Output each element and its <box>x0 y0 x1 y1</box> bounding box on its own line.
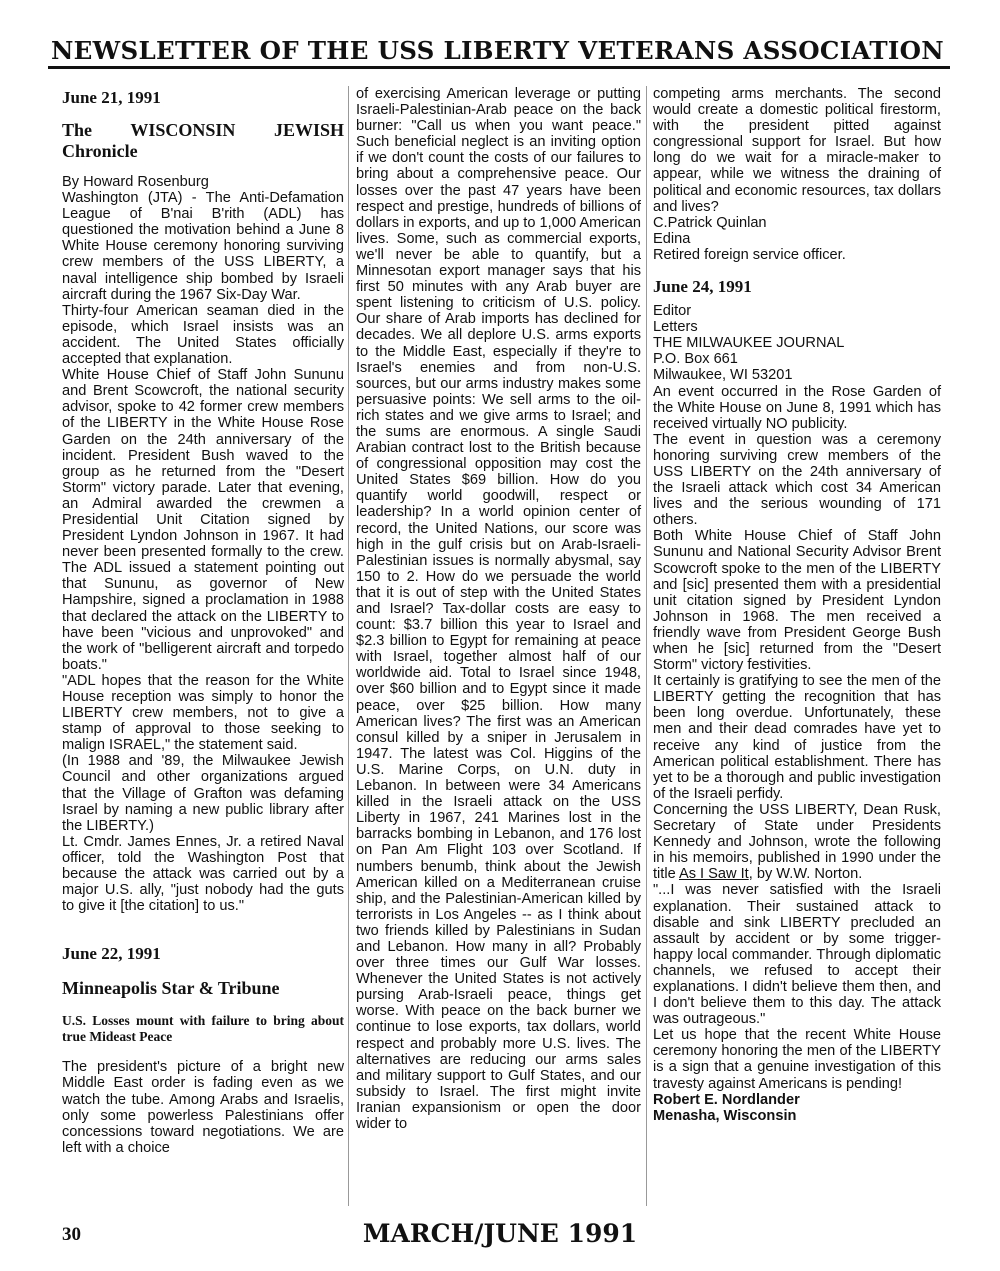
article2-signature-place: Edina <box>653 230 691 247</box>
article1-paragraph: White House Chief of Staff John Sununu and Brent Scowcroft, the national security advisor, spoke to 42 former crew members of the LIBERTY in the White House Rose Garden on the 24th anniversary of the incident. President Bush waved to the group as he returned from the "Desert Storm" victory parade. Later that evening, an Admiral awarded the crewmen a Presidential Unit Citation signed by President Lyndon Johnson in 1967. It had never been presented formally to the crew. The ADL issued a statement pointing out that Sununu, as governor of New Hampshire, signed a proclamation in 1988 that declared the attack on the LIBERTY to have been "vicious and unprovoked" and the work of "belligerent aircraft and torpedo boats." <box>62 367 344 673</box>
article1-paragraph: (In 1988 and '89, the Milwaukee Jewish Council and other organizations argued that the Village of Grafton was defaming Israel by naming a new public library after the LIBERTY.) <box>62 753 344 834</box>
p5-text-after: , by W.W. Norton. <box>748 866 863 883</box>
article1-paragraph: Washington (JTA) - The Anti-Defamation League of B'nai B'rith (ADL) has questioned the motivation behind a June 8 White House ceremony honoring surviving crew members of the USS LIBERTY, a naval intelligence ship bombed by Israeli aircraft during the 1967 Six-Day War. <box>62 190 344 303</box>
article1-paragraph: "ADL hopes that the reason for the White House reception was simply to honor the LIBERTY crew members, not to give a stamp of approval to those seeking to malign ISRAEL," the statement said. <box>62 672 344 754</box>
address-line: Letters <box>653 319 698 336</box>
column-divider <box>646 86 647 1206</box>
article2-body-start: The president's picture of a bright new Middle East order is fading even as we watch the tube. Among Arabs and Israelis, only some powerless Palestinians offer concessions toward negotiations. We are left with a choice <box>62 1059 344 1156</box>
masthead-title: NEWSLETTER OF THE USS LIBERTY VETERANS ASSOCIATION <box>50 36 944 65</box>
article3-paragraph <box>653 802 941 882</box>
article1-paragraph: Thirty-four American seaman died in the episode, which Israel insists was an accident. The United States officially accepted that explanation. <box>62 302 344 368</box>
article2-signature-name: C.Patrick Quinlan <box>653 214 767 231</box>
masthead-rule <box>48 66 950 69</box>
book-title: As I Saw It <box>678 866 749 883</box>
address-line: P.O. Box 661 <box>653 351 738 368</box>
column-1 <box>62 86 344 1156</box>
article1-byline: By Howard Rosenburg <box>62 174 209 190</box>
article3-paragraph: Let us hope that the recent White House ceremony honoring the men of the LIBERTY is a sign that a genuine investigation of this travesty against Americans is pending! <box>653 1027 941 1092</box>
article3-paragraph: It certainly is gratifying to see the men of the LIBERTY getting the recognition that has been long overdue. Unfortunately, these men and their dead comrades have yet to receive any kind of justice from the American political establishment. There has yet to be a thorough and public investigation of the Israeli perfidy. <box>653 673 941 802</box>
column-3 <box>653 86 941 1124</box>
article3-paragraph: Both White House Chief of Staff John Sununu and National Security Advisor Brent Scowcroft spoke to the men of the LIBERTY and [sic] presented them with a presidential unit citation signed by President Lyndon Johnson in 1968. The men received a friendly wave from President George Bush when he [sic] returned from the "Desert Storm" victory festivities. <box>653 528 941 674</box>
article1-publication: The WISCONSIN JEWISH Chronicle <box>62 120 344 161</box>
article3-paragraph: An event occurred in the Rose Garden of the White House on June 8, 1991 which has received virtually NO publicity. <box>653 383 941 432</box>
article3-signature-name: Robert E. Nordlander <box>653 1091 800 1108</box>
address-line: Milwaukee, WI 53201 <box>653 367 793 384</box>
article3-date: June 24, 1991 <box>653 277 752 297</box>
article2-date: June 22, 1991 <box>62 944 161 964</box>
address-line: THE MILWAUKEE JOURNAL <box>653 335 845 352</box>
article2-body-continued: of exercising American leverage or putting Israeli-Palestinian-Arab peace on the back burner: "Call us when you want peace." Such beneficial neglect is an inviting option if we don't count the costs of our failures to bring about a comprehensive peace. Our losses over the past 47 years have been respect and prestige, hundreds of billions of dollars in exports, and up to 1,000 American lives. Some, such as commercial exports, we'll never be able to quantify, but a Minnesotan export manager says that his first 50 minutes with any Arab buyer are spent listening to criticism of U.S. policy. Our share of Arab imports has declined for decades. We all deplore U.S. arms exports to the Middle East, especially if they're to Israel's enemies and from non-U.S. sources, but our arms industry makes some persuasive points: We sell arms to the oil-rich states and we give arms to Israel; and the sums are enormous. A single Saudi Arabian contract lost to the British because of congressional opposition may cost the United States $69 billion. How do you quantify world goodwill, respect or leadership? In a world opinion center of record, the United Nations, our score was high in the gulf crisis but on Arab-Israeli-Palestinian issues is normally abysmal, say 150 to 2. How do we persuade the world that it is out of step with the United States and Israel? Tax-dollar costs are easy to count: $3.7 billion this year to Israel and $2.3 billion to Egypt for remaining at peace with Israel, together almost half of our worldwide aid. Total to Israel since 1948, over $60 billion and to Egypt since it made peace, over $25 billion. How many American lives? The first was an American consul killed by a sniper in Jerusalem in 1947. The latest was Col. Higgins of the U.S. Marine Corps, on U.N. duty in Lebanon. In between were 34 Americans killed in the Israeli attack on the USS Liberty in 1967, 241 Marines lost in the barracks bombing in Lebanon, and 176 lost on Pan Am Flight 103 over Scotland. If numbers benumb, think about the Jewish American killed on a Mediterranean cruise ship, and the Palestinian-American killed by terrorists in Los Angeles -- as I think about two friends killed by Palestinians in Sudan and Lebanon. How many in all? Probably over three times our Gulf War losses. Whenever the United States is not actively pursing Arab-Israeli peace, things get worse. With peace on the back burner we continue to lose exports, tax dollars, world respect and probably more U.S. lives. The alternatives are reducing our arms sales and military support to Gulf States, and our subsidy to Israel. The first might invite Iranian expansionism or open the door wider to <box>356 86 641 1132</box>
p5-text-before: Concerning the USS LIBERTY, Dean Rusk, Secretary of State under Presidents Kennedy and Johnson, wrote the following in his memoirs, published in 1990 under the title <box>653 801 941 883</box>
article3-paragraph: The event in question was a ceremony honoring surviving crew members of the USS LIBERTY on the 24th anniversary of the Israeli attack which cost 34 American lives and the serious wounding of 171 others. <box>653 431 941 529</box>
article2-signature-title: Retired foreign service officer. <box>653 246 846 263</box>
column-divider <box>348 86 349 1206</box>
article1-date: June 21, 1991 <box>62 88 161 107</box>
article1-paragraph: Lt. Cmdr. James Ennes, Jr. a retired Naval officer, told the Washington Post that because the attack was carried out by a major U.S. ally, "just nobody had the guts to give it [the citation] to us." <box>62 833 344 915</box>
page-number: 30 <box>62 1224 81 1245</box>
article2-publication: Minneapolis Star & Tribune <box>62 978 280 999</box>
article3-quote: "...I was never satisfied with the Israeli explanation. Their sustained attack to disable and sink LIBERTY precluded an assault by accident or by some trigger-happy local commander. Through diplomatic channels, we refused to accept their explanations. I didn't believe them then, and I don't believe them to this day. The attack was outrageous." <box>653 882 941 1028</box>
article3-signature-place: Menasha, Wisconsin <box>653 1107 797 1124</box>
article2-headline: U.S. Losses mount with failure to bring about true Mideast Peace <box>62 1013 344 1045</box>
column-2 <box>356 86 641 1132</box>
article2-body-end: competing arms merchants. The second would create a domestic political firestorm, with the president pitted against congressional support for Israel. But how long do we wait for a miracle-maker to appear, while we witness the draining of political and economic resources, tax dollars and lives? <box>653 86 941 215</box>
issue-date: MARCH/JUNE 1991 <box>362 1219 638 1248</box>
address-line: Editor <box>653 303 692 320</box>
